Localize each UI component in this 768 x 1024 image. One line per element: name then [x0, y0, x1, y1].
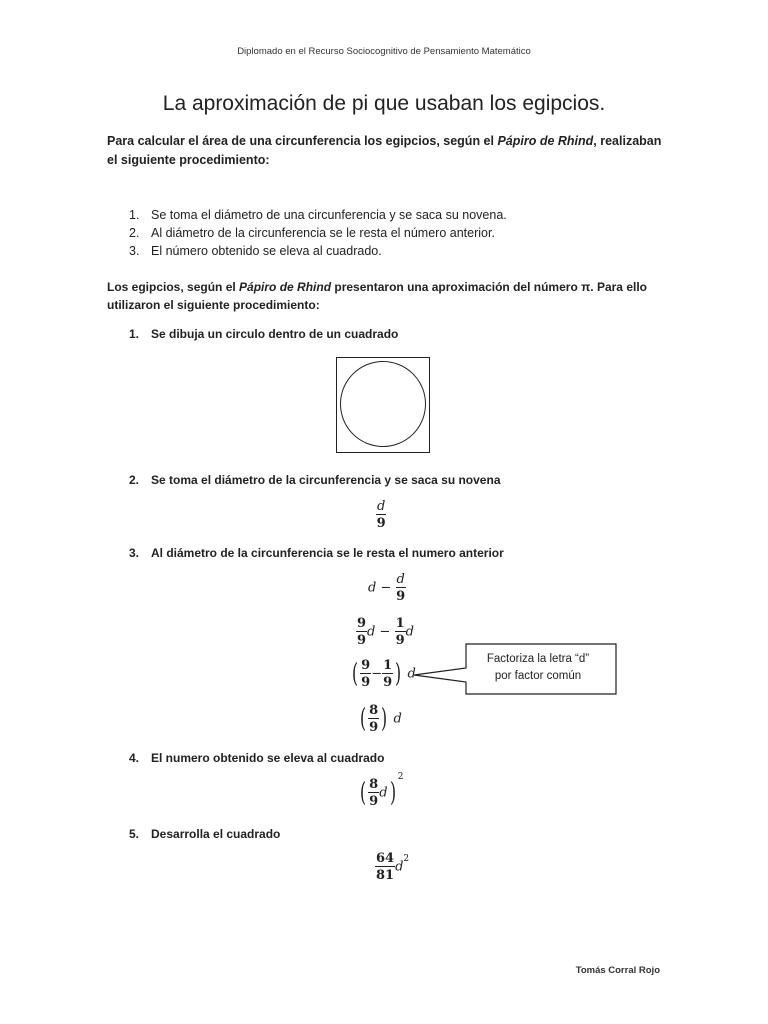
list-item: 2. Al diámetro de la circunferencia se le resta el número anterior.: [129, 226, 495, 240]
list-item: 3. El número obtenido se eleva al cuadrado.: [129, 244, 382, 258]
equation-d-over-9: $\frac{d}{9}$: [376, 499, 386, 531]
callout-text: Factoriza la letra “d” por factor común: [486, 653, 590, 682]
step-item: 4. El numero obtenido se eleva al cuadrado: [129, 751, 385, 765]
equation-9-9d-minus-1-9d: $\frac{9}{9}$ d − $\frac{1}{9}$ d: [357, 616, 414, 648]
step-item: 2. Se toma el diámetro de la circunferencia y se saca su novena: [129, 473, 501, 487]
circle-shape: [340, 361, 426, 447]
author-footer: Tomás Corral Rojo: [575, 965, 660, 976]
lead-emphasis: Pápiro de Rhind: [239, 280, 332, 294]
circle-in-square-figure: [336, 357, 430, 453]
equation-64-81-d2: $\frac{64}{81}$ $d^2$: [376, 851, 410, 883]
equation-factored: ( $\frac{9}{9}$ − $\frac{1}{9}$ ) d: [352, 658, 416, 690]
equation-squared: ( $\frac{8}{9}$ d)$^2$: [360, 772, 404, 809]
step-item: 1. Se dibuja un circulo dentro de un cuadrado: [129, 327, 399, 341]
equation-d-minus-d9: d − $\frac{d}{9}$: [368, 572, 406, 604]
step-item: 3. Al diámetro de la circunferencia se le resta el numero anterior: [129, 546, 504, 560]
running-header: Diplomado en el Recurso Sociocognitivo de Pensamiento Matemático: [237, 46, 531, 57]
lead-paragraph: Los egipcios, según el Pápiro de Rhind presentaron una aproximación del número π. Para ello utilizaron el siguiente procedimiento:: [107, 280, 647, 312]
page-title: La aproximación de pi que usaban los egipcios.: [162, 92, 606, 115]
intro-emphasis: Pápiro de Rhind: [497, 134, 594, 148]
procedure-list: [129, 206, 507, 260]
intro-paragraph: Para calcular el área de una circunferencia los egipcios, según el Pápiro de Rhind, realizaban el siguiente procedimiento:: [107, 134, 662, 167]
list-item: 1. Se toma el diámetro de una circunferencia y se saca su novena.: [129, 208, 507, 222]
step-item: 5. Desarrolla el cuadrado: [129, 827, 281, 841]
equation-8-9-d: ( $\frac{8}{9}$ ) d: [360, 703, 402, 735]
